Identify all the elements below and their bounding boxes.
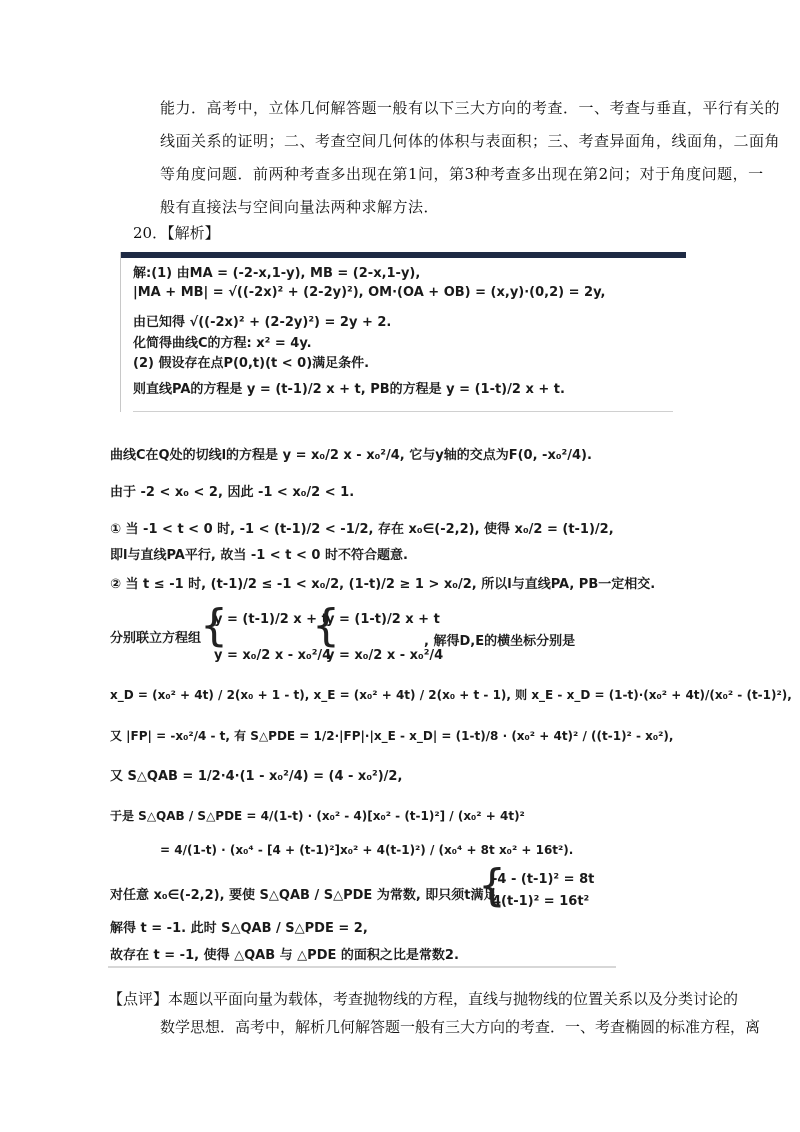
system1-eq1: y = (t-1)/2 x + t <box>214 612 328 627</box>
solution1-line-3: 由已知得 √((-2x)² + (2-2y)²) = 2y + 2. <box>133 315 392 330</box>
system-intro-text: 分别联立方程组 <box>110 631 202 646</box>
scan-top-bar <box>121 252 686 258</box>
intro-line-2: 线面关系的证明；二、考查空间几何体的体积与表面积；三、考查异面角，线面角，二面角 <box>160 132 781 150</box>
solution2-line-4: 即l与直线PA平行, 故当 -1 < t < 0 时不符合题意. <box>110 548 408 563</box>
comment-line-1: 【点评】本题以平面向量为载体，考查抛物线的方程，直线与抛物线的位置关系以及分类讨论的 <box>108 990 739 1008</box>
solution2-line-5: ② 当 t ≤ -1 时, (t-1)/2 ≤ -1 < x₀/2, (1-t)/2 ≥ 1 > x₀/2, 所以l与直线PA, PB一定相交. <box>110 577 656 592</box>
condition-eq2: 4(t-1)² = 16t² <box>492 894 590 909</box>
left-brace-2: { <box>312 600 340 651</box>
solution1-line-1: 解:(1) 由MA = (-2-x,1-y), MB = (2-x,1-y), <box>133 266 421 281</box>
solution1-line-6: 则直线PA的方程是 y = (t-1)/2 x + t, PB的方程是 y = (1-t)/2 x + t. <box>133 382 565 397</box>
solution2-line-conclusion: 故存在 t = -1, 使得 △QAB 与 △PDE 的面积之比是常数2. <box>110 948 459 963</box>
solution2-line-3: ① 当 -1 < t < 0 时, -1 < (t-1)/2 < -1/2, 存在 x₀∈(-2,2), 使得 x₀/2 = (t-1)/2, <box>110 522 614 537</box>
solution2-line-ratio-2: = 4/(1-t) · (x₀⁴ - [4 + (t-1)²]x₀² + 4(t-1)²) / (x₀⁴ + 8t x₀² + 16t²). <box>160 843 574 857</box>
solution1-line-5: (2) 假设存在点P(0,t)(t < 0)满足条件. <box>133 356 370 371</box>
system2-eq2: y = x₀/2 x - x₀²/4 <box>326 648 444 663</box>
solution1-line-4: 化简得曲线C的方程: x² = 4y. <box>133 336 312 351</box>
solution2-line-ratio-1: 于是 S△QAB / S△PDE = 4/(1-t) · (x₀² - 4)[x₀² - (t-1)²] / (x₀² + 4t)² <box>110 809 525 823</box>
left-brace-1: { <box>200 600 228 651</box>
solution2-line-fp: 又 |FP| = -x₀²/4 - t, 有 S△PDE = 1/2·|FP|·|x_E - x_D| = (1-t)/8 · (x₀² + 4t)² / ((t-1)² - x₀²), <box>110 729 674 743</box>
intro-line-1: 能力．高考中，立体几何解答题一般有以下三大方向的考查．一、考查与垂直，平行有关的 <box>160 99 781 117</box>
system2-eq1: y = (1-t)/2 x + t <box>326 612 440 627</box>
system-result-text: , 解得D,E的横坐标分别是 <box>424 634 576 649</box>
solution2-line-condition: 对任意 x₀∈(-2,2), 要使 S△QAB / S△PDE 为常数, 即只须t满足 <box>110 888 497 903</box>
question-heading: 20．【解析】 <box>133 224 220 242</box>
scan-bottom-rule <box>133 411 673 412</box>
left-brace-3: { <box>478 860 506 911</box>
comment-line-2: 数学思想．高考中，解析几何解答题一般有三大方向的考查．一、考查椭圆的标准方程，离 <box>160 1018 761 1036</box>
solution2-line-result: 解得 t = -1. 此时 S△QAB / S△PDE = 2, <box>110 921 368 936</box>
solution2-line-sqab: 又 S△QAB = 1/2·4·(1 - x₀²/4) = (4 - x₀²)/2, <box>110 769 403 784</box>
solution2-line-2: 由于 -2 < x₀ < 2, 因此 -1 < x₀/2 < 1. <box>110 485 355 500</box>
solution1-line-2: |MA + MB| = √((-2x)² + (2-2y)²), OM·(OA + OB) = (x,y)·(0,2) = 2y, <box>133 285 606 300</box>
solution2-line-xd-xe: x_D = (x₀² + 4t) / 2(x₀ + 1 - t), x_E = (x₀² + 4t) / 2(x₀ + t - 1), 则 x_E - x_D = (1-t)·(x₀² + 4t)/(x₀² - (t-1)²), <box>110 688 792 702</box>
scan-separator <box>108 966 616 968</box>
intro-line-4: 般有直接法与空间向量法两种求解方法． <box>160 198 440 216</box>
system1-eq2: y = x₀/2 x - x₀²/4 <box>214 648 332 663</box>
intro-line-3: 等角度问题．前两种考查多出现在第1问，第3种考查多出现在第2问；对于角度问题，一 <box>160 165 764 183</box>
solution2-line-1: 曲线C在Q处的切线l的方程是 y = x₀/2 x - x₀²/4, 它与y轴的交点为F(0, -x₀²/4). <box>110 448 592 463</box>
condition-eq1: -4 - (t-1)² = 8t <box>492 872 595 887</box>
